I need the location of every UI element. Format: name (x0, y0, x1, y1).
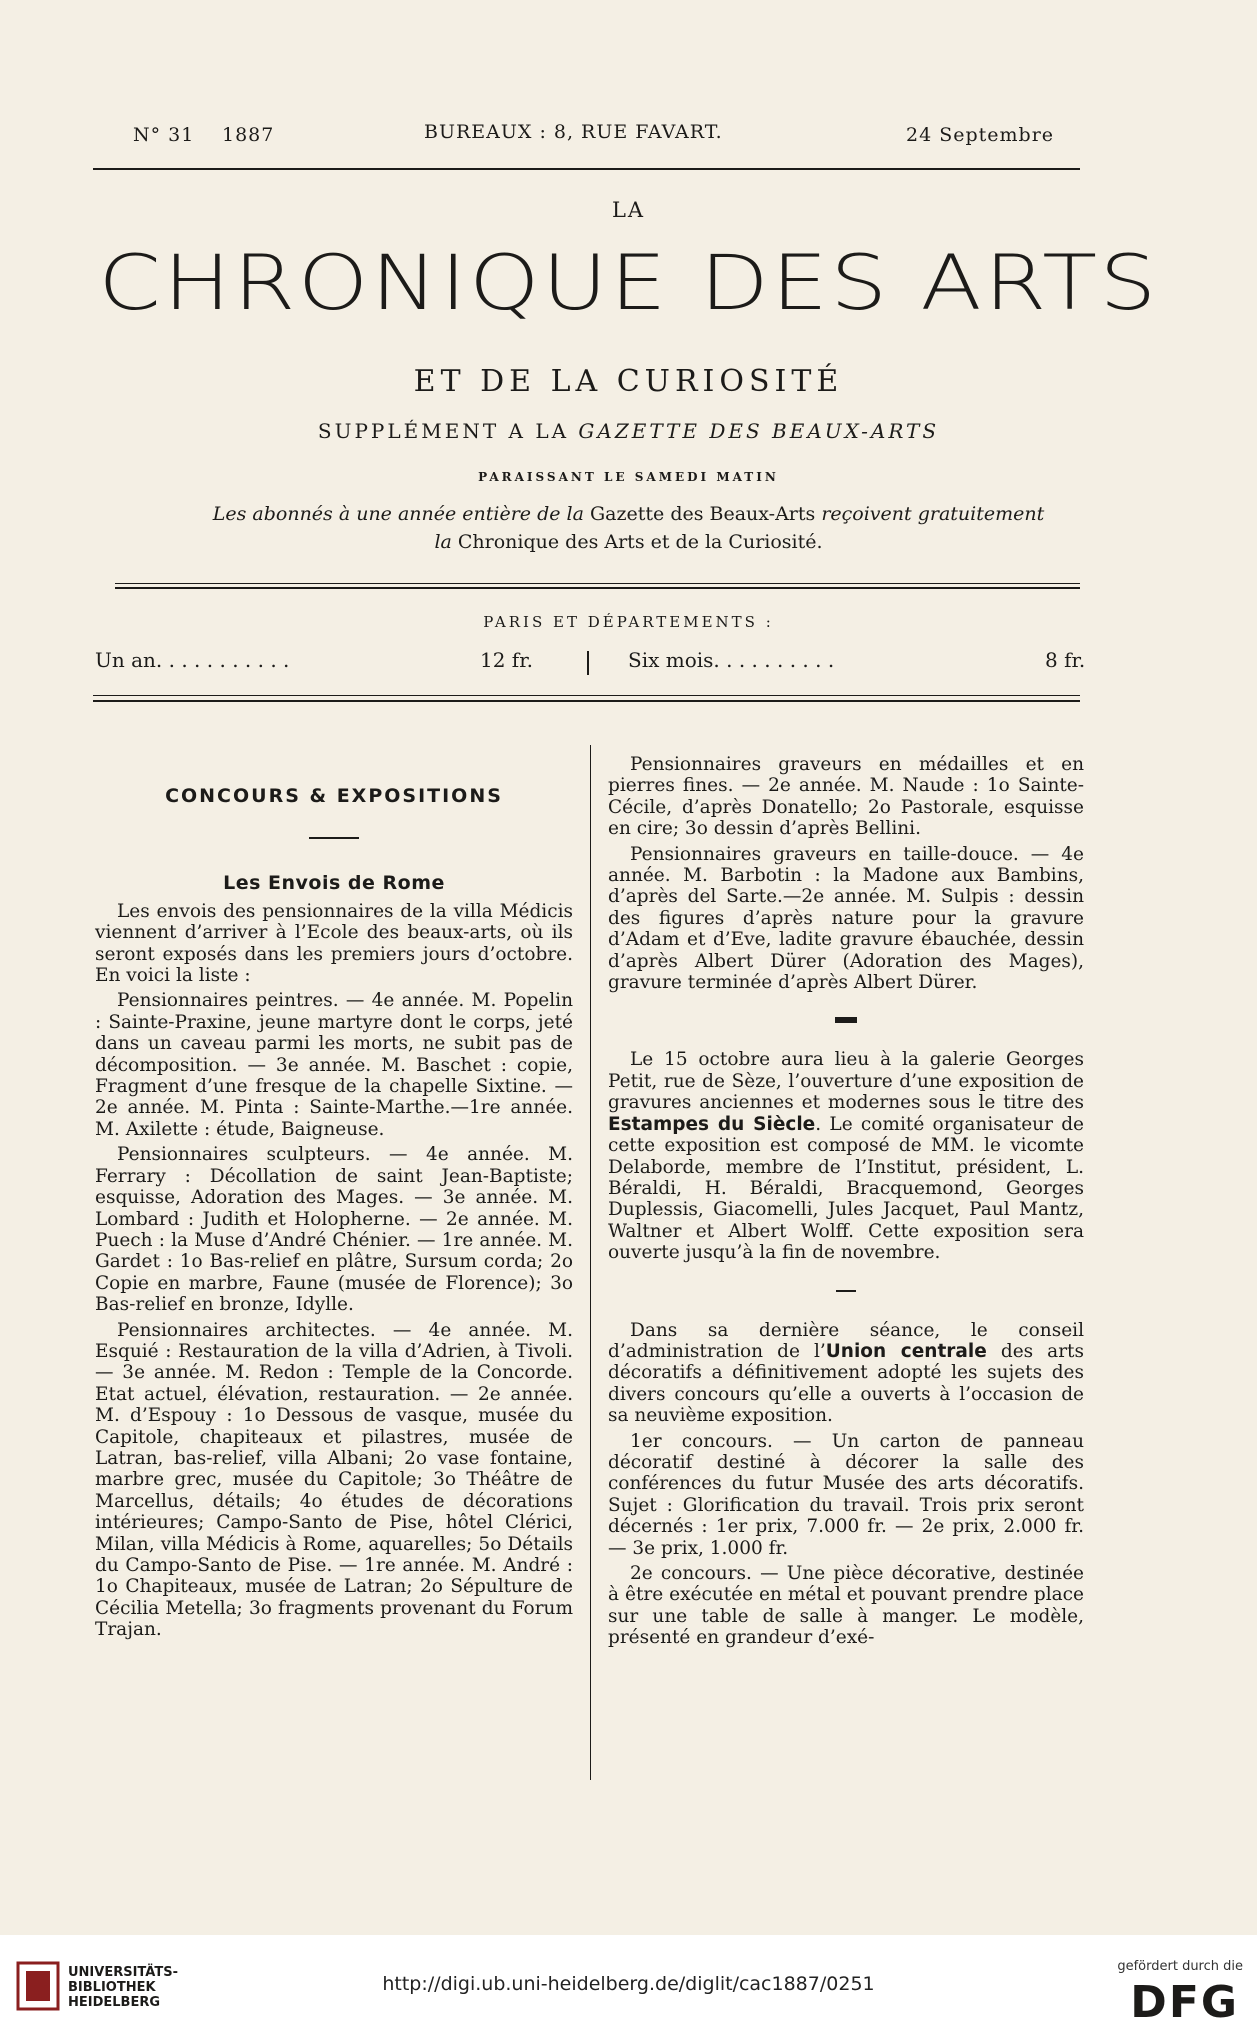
issue-date: 24 Septembre (906, 124, 1055, 146)
subscription-rule-1 (93, 695, 1080, 696)
left-paragraph: Pensionnaires architectes. — 4e année. M. Esquié : Restauration de la villa d’Adrien, à Tivoli. — 3e année. M. Redon : Temple de la Concorde. Etat actuel, élévation, restauration. — 2e année. M. d’Espouy : 1o Dessous de vasque, musée du Capitole, chapiteaux et pilastres, musée de Latran, bas-relief, villa Albani; 2o vase fontaine, marbre grec, musée du Capitole; 3o Théâtre de Marcellus, détails; 4o études de décorations intérieures; Campo-Santo de Pise, hôtel Clérici, Milan, villa Médicis à Rome, aquarelles; 5o Détails du Campo-Santo de Pise. — 1re année. M. André : 1o Chapiteaux, musée de Latran; 2o Sépulture de Cécilia Metella; 3o fragments provenant du Forum Trajan. (95, 1319, 573, 1641)
masthead-la: LA (611, 198, 646, 222)
bold-term: Estampes du Siècle (608, 1113, 816, 1135)
university-library-logo: UNIVERSITÄTS- BIBLIOTHEK HEIDELBERG (68, 1965, 178, 2010)
right-paragraph: 1er concours. — Un carton de panneau décoratif destiné à décorer la salle des conférences du futur Musée des arts décoratifs. Sujet : Glorification du travail. Trois prix seront décernés : 1er prix, 7.000 fr. — 2e prix, 2.000 fr. — 3e prix, 1.000 fr. (608, 1430, 1084, 1559)
news-separator (835, 1017, 857, 1023)
right-paragraph: Le 15 octobre aura lieu à la galerie Georges Petit, rue de Sèze, l’ouverture d’une exposition de gravures anciennes et modernes sous le titre des Estampes du Siècle. Le comité organisateur de cette exposition est composé de MM. le vicomte Delaborde, membre de l’Institut, président, L. Béraldi, H. Béraldi, Bracquemond, Georges Duplessis, Giacomelli, Jules Jacquet, Paul Mantz, Waltner et Albert Wolff. Cette exposition sera ouverte jusqu’à la fin de novembre. (608, 1049, 1084, 1264)
column-divider (590, 745, 591, 1780)
digital-copy-url[interactable]: http://digi.ub.uni-heidelberg.de/diglit/cac1887/0251 (382, 1973, 875, 1995)
right-column (608, 754, 1084, 1653)
right-paragraph: Pensionnaires graveurs en médailles et en pierres fines. — 2e année. M. Naude : 1o Sainte-Cécile, d’après Donatello; 2o Pastorale, esquisse en cire; 3o dessin d’après Bellini. (608, 754, 1084, 840)
supplement-gazette: GAZETTE DES BEAUX-ARTS (578, 419, 940, 443)
publication-schedule: PARAISSANT LE SAMEDI MATIN (478, 470, 779, 484)
bureaux-address: BUREAUX : 8, RUE FAVART. (424, 121, 723, 143)
masthead-rule-1 (115, 583, 1080, 584)
subscription-heading: PARIS ET DÉPARTEMENTS : (483, 613, 774, 631)
left-column (95, 786, 573, 1645)
abonnes-text-d: la (434, 531, 452, 553)
dfg-logo: DFG (1130, 1977, 1239, 2028)
supplement-line (0, 419, 1257, 443)
left-paragraph: Les envois des pensionnaires de la villa Médicis viennent d’arriver à l’Ecole des beaux-arts, où ils seront exposés dans les premiers jours d’octobre. En voici la liste : (95, 900, 573, 987)
header-rule (93, 168, 1080, 170)
abonnes-text-b: Gazette des Beaux-Arts (590, 503, 816, 525)
left-paragraph: Pensionnaires sculpteurs. — 4e année. M. Ferrary : Décollation de saint Jean-Baptiste; esquisse, Adoration des Mages. — 3e année. M. Lombard : Judith et Holopherne. — 2e année. M. Puech : la Muse d’André Chénier. — 1re année. M. Gardet : 1o Bas-relief en plâtre, Sursum corda; 2o Copie en marbre, Faune (musée de Florence); 3o Bas-relief en bronze, Idylle. (95, 1144, 573, 1316)
masthead-title: CHRONIQUE DES ARTS (98, 238, 1159, 327)
issue-year: 1887 (222, 124, 275, 146)
price-divider (587, 651, 589, 675)
year-label: Un an. . . . . . . . . . . (95, 648, 290, 672)
abonnes-text-e: Chronique des Arts et de la Curiosité. (457, 531, 823, 553)
right-paragraph: 2e concours. — Une pièce décorative, destinée à être exécutée en métal et pouvant prendre place sur une table de salle à manger. Le modèle, présenté en grandeur d’exé- (608, 1563, 1084, 1649)
masthead-subtitle: ET DE LA CURIOSITÉ (413, 364, 844, 399)
year-price: 12 fr. (480, 648, 533, 672)
right-paragraph: Pensionnaires graveurs en taille-douce. — 4e année. M. Barbotin : la Madone aux Bambins, d’après del Sarte.—2e année. M. Sulpis : dessin des figures d’après nature pour la gravure d’Adam et d’Eve, ladite gravure ébauchée, dessin d’après Albert Dürer (Adoration des Mages), gravure terminée d’après Albert Dürer. (608, 843, 1084, 994)
section-title: CONCOURS & EXPOSITIONS (165, 785, 503, 807)
supplement-prefix: SUPPLÉMENT A LA (317, 419, 570, 443)
section-separator (309, 837, 359, 839)
half-year-label: Six mois. . . . . . . . . . (628, 648, 835, 672)
issue-number: N° 31 (133, 124, 195, 146)
masthead-rule-2 (115, 587, 1080, 589)
news-separator (836, 1290, 856, 1292)
abonnes-text-c: reçoivent gratuitement (821, 503, 1045, 525)
left-paragraph: Pensionnaires peintres. — 4e année. M. Popelin : Sainte-Praxine, jeune martyre dont le corps, jeté dans un caveau parmi les morts, ne subit pas de décomposition. — 3e année. M. Baschet : copie, Fragment d’une fresque de la chapelle Sixtine. — 2e année. M. Pinta : Sainte-Marthe.—1re année. M. Axilette : étude, Baigneuse. (95, 990, 573, 1140)
digitization-footer (0, 1935, 1257, 2035)
half-year-price: 8 fr. (1045, 648, 1086, 672)
funding-note: gefördert durch die (1117, 1959, 1243, 1974)
subscription-rule-2 (93, 700, 1080, 702)
abonnes-text-a: Les abonnés à une année entière de la (212, 503, 584, 525)
subscriber-note (0, 500, 1257, 556)
bold-term: Union centrale (825, 1340, 987, 1362)
right-paragraph: Dans sa dernière séance, le conseil d’administration de l’Union centrale des arts décoratifs a définitivement adopté les sujets des divers concours qu’elle a ouverts à l’occasion de sa neuvième exposition. (608, 1319, 1084, 1427)
article-subtitle: Les Envois de Rome (223, 872, 445, 895)
